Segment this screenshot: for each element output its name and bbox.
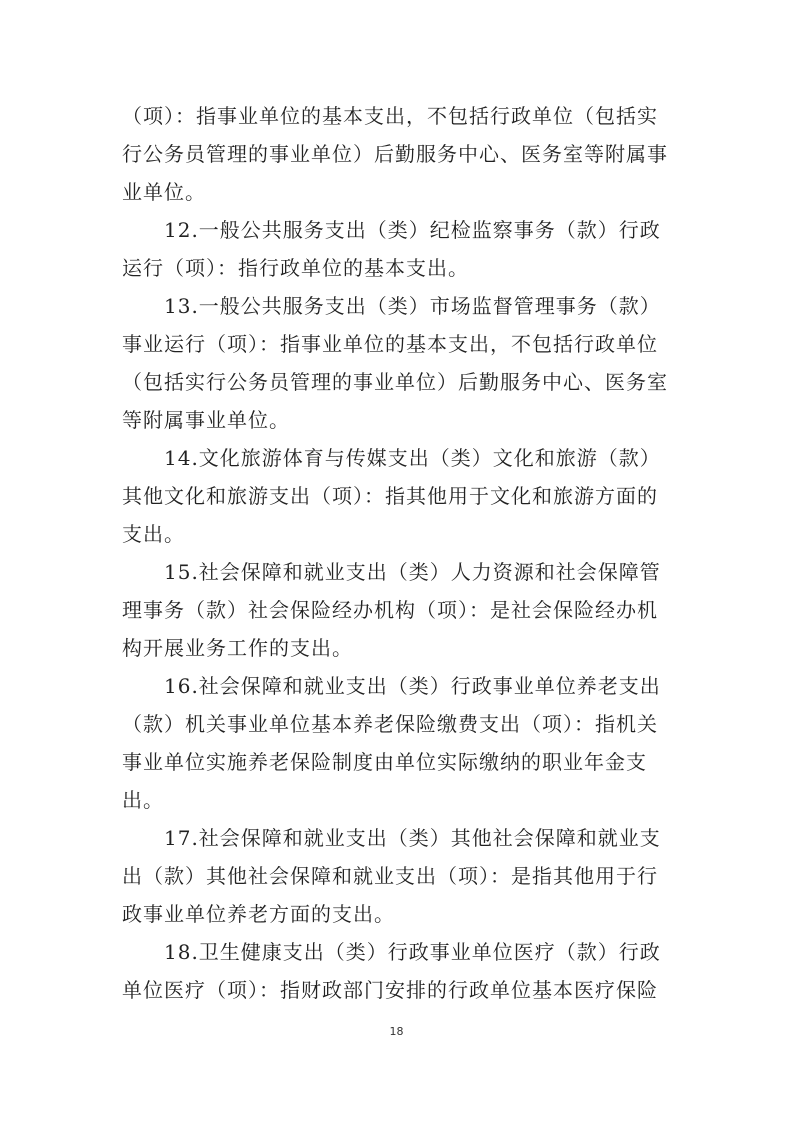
text-line: 事业单位实施养老保险制度由单位实际缴纳的职业年金支 xyxy=(122,750,647,774)
text-line: 支出。 xyxy=(122,522,185,546)
text-line: 运行（项）：指行政单位的基本支出。 xyxy=(122,256,469,280)
document-body xyxy=(122,97,674,1009)
text-line: 政事业单位养老方面的支出。 xyxy=(122,902,395,926)
text-line: 行公务员管理的事业单位）后勤服务中心、医务室等附属事 xyxy=(122,142,668,166)
text-line: 事业运行（项）：指事业单位的基本支出，不包括行政单位 xyxy=(122,332,658,356)
text-line: （款）机关事业单位基本养老保险缴费支出（项）：指机关 xyxy=(122,712,658,736)
text-line: 构开展业务工作的支出。 xyxy=(122,636,353,660)
text-line: 16.社会保障和就业支出（类）行政事业单位养老支出 xyxy=(164,674,661,698)
text-line: 等附属事业单位。 xyxy=(122,408,290,432)
text-line: 业单位。 xyxy=(122,180,206,204)
text-line: （包括实行公务员管理的事业单位）后勤服务中心、医务室 xyxy=(122,370,668,394)
text-line: （项）：指事业单位的基本支出，不包括行政单位（包括实 xyxy=(122,104,658,128)
text-line: 18.卫生健康支出（类）行政事业单位医疗（款）行政 xyxy=(164,940,661,964)
text-line: 17.社会保障和就业支出（类）其他社会保障和就业支 xyxy=(164,826,661,850)
text-line: 其他文化和旅游支出（项）：指其他用于文化和旅游方面的 xyxy=(122,484,658,508)
page-number: 18 xyxy=(389,1025,404,1038)
text-line: 15.社会保障和就业支出（类）人力资源和社会保障管 xyxy=(164,560,661,584)
text-line: 12.一般公共服务支出（类）纪检监察事务（款）行政 xyxy=(164,218,661,242)
text-line: 理事务（款）社会保险经办机构（项）：是社会保险经办机 xyxy=(122,598,658,622)
text-line: 出（款）其他社会保障和就业支出（项）：是指其他用于行 xyxy=(122,864,658,888)
text-line: 13.一般公共服务支出（类）市场监督管理事务（款） xyxy=(164,294,661,318)
text-line: 出。 xyxy=(122,788,164,812)
text-line: 14.文化旅游体育与传媒支出（类）文化和旅游（款） xyxy=(164,446,661,470)
text-line: 单位医疗（项）：指财政部门安排的行政单位基本医疗保险 xyxy=(122,978,658,1002)
